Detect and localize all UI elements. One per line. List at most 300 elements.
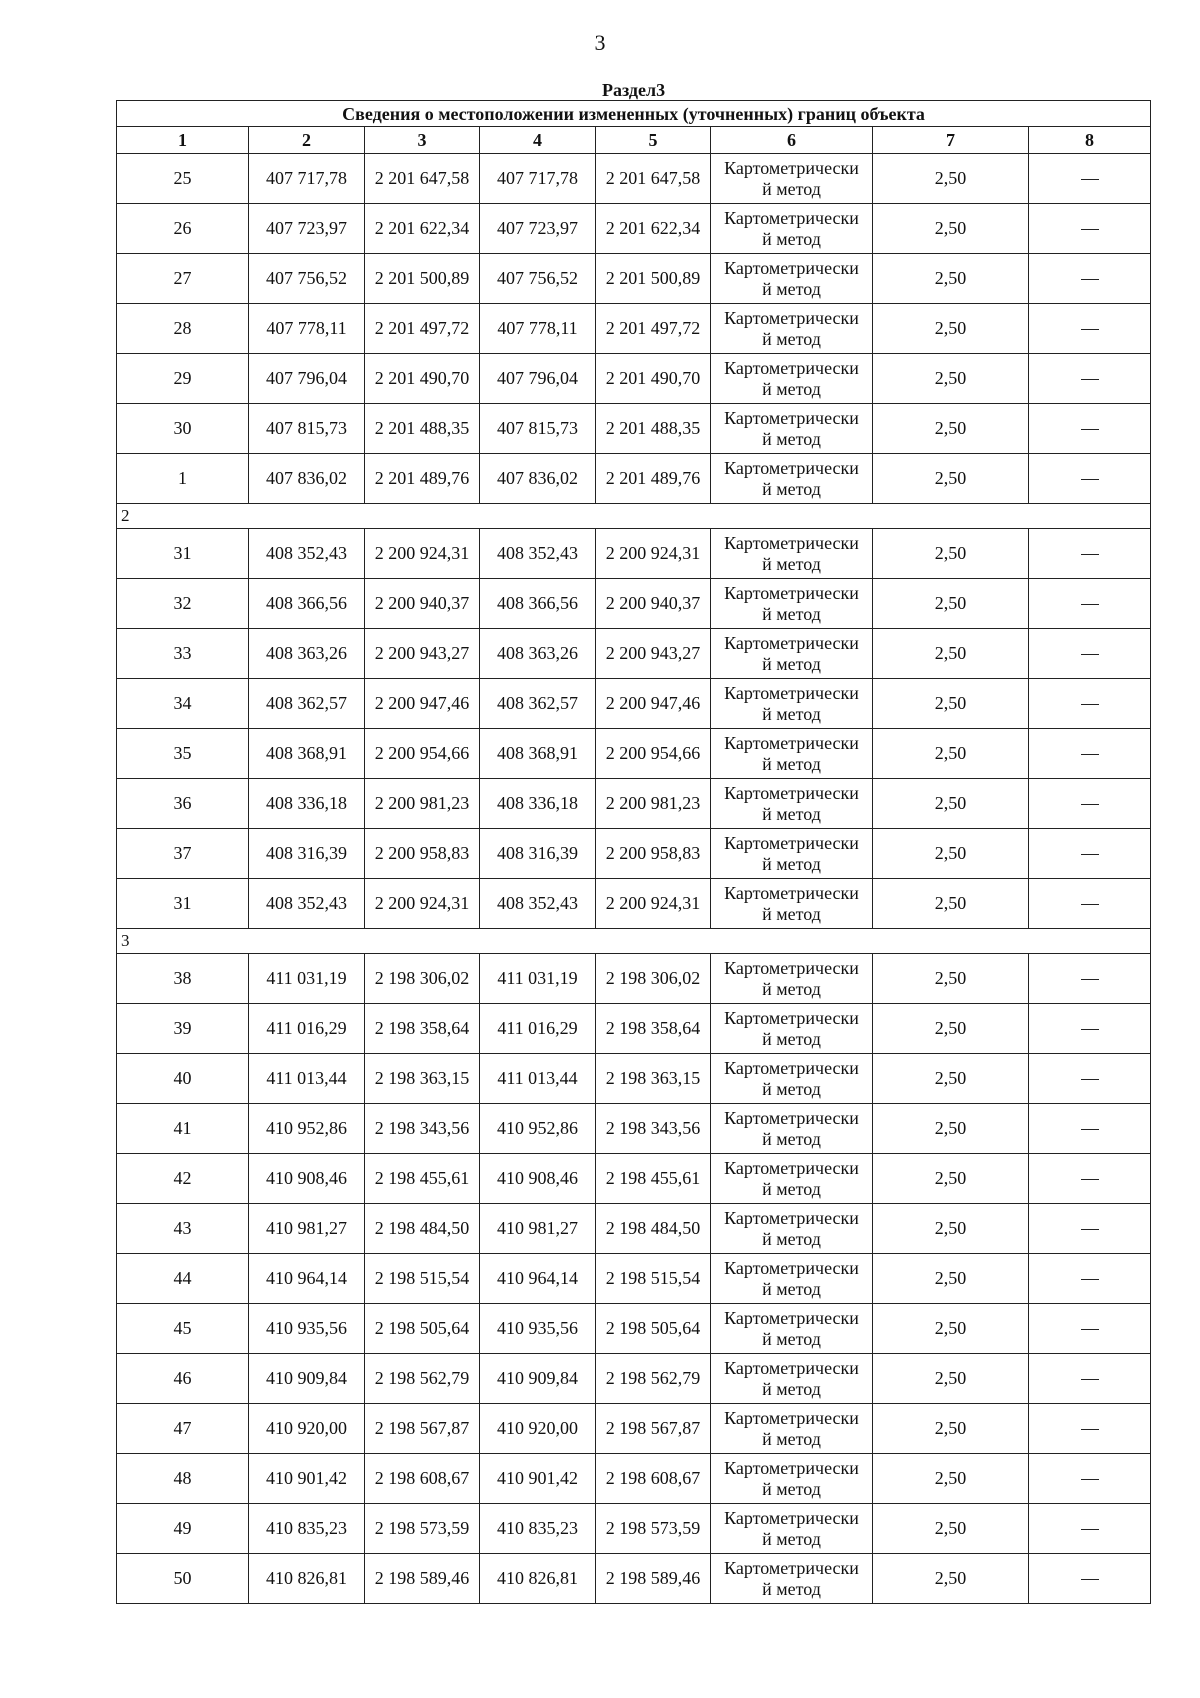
point-number-cell: 49: [117, 1504, 249, 1554]
method-line: й метод: [762, 1478, 821, 1499]
table-row: [117, 1254, 1151, 1304]
y-old-cell: 2 200 943,27: [365, 629, 480, 679]
note-cell: [1029, 779, 1151, 829]
accuracy-cell: 2,50: [873, 729, 1029, 779]
dash-mark: [1081, 1379, 1099, 1380]
method-cell: [711, 679, 873, 729]
table-row: [117, 204, 1151, 254]
method-line: й метод: [762, 753, 821, 774]
y-old-cell: 2 198 505,64: [365, 1304, 480, 1354]
point-number-cell: 40: [117, 1054, 249, 1104]
y-old-cell: 2 198 562,79: [365, 1354, 480, 1404]
method-cell: [711, 1054, 873, 1104]
point-number-cell: 37: [117, 829, 249, 879]
method-line: Картометрически: [724, 207, 859, 228]
point-number-cell: 25: [117, 154, 249, 204]
method-cell: [711, 954, 873, 1004]
note-cell: [1029, 1404, 1151, 1454]
accuracy-cell: 2,50: [873, 354, 1029, 404]
point-number-cell: 38: [117, 954, 249, 1004]
note-cell: [1029, 1504, 1151, 1554]
x-old-cell: 407 717,78: [249, 154, 365, 204]
table-row: [117, 454, 1151, 504]
note-cell: [1029, 679, 1151, 729]
table-row: [117, 779, 1151, 829]
method-line: й метод: [762, 803, 821, 824]
y-new-cell: 2 198 567,87: [596, 1404, 711, 1454]
y-new-cell: 2 200 947,46: [596, 679, 711, 729]
method-line: Картометрически: [724, 582, 859, 603]
note-cell: [1029, 254, 1151, 304]
dash-mark: [1081, 1479, 1099, 1480]
method-line: й метод: [762, 428, 821, 449]
table-row: [117, 1204, 1151, 1254]
x-new-cell: 410 935,56: [480, 1304, 596, 1354]
method-cell: [711, 304, 873, 354]
x-old-cell: 407 778,11: [249, 304, 365, 354]
y-old-cell: 2 201 489,76: [365, 454, 480, 504]
y-new-cell: 2 198 505,64: [596, 1304, 711, 1354]
x-old-cell: 407 836,02: [249, 454, 365, 504]
dash-mark: [1081, 654, 1099, 655]
x-new-cell: 411 016,29: [480, 1004, 596, 1054]
y-new-cell: 2 198 306,02: [596, 954, 711, 1004]
note-cell: [1029, 1004, 1151, 1054]
y-new-cell: 2 198 573,59: [596, 1504, 711, 1554]
dash-mark: [1081, 1279, 1099, 1280]
point-number-cell: 26: [117, 204, 249, 254]
table-row: [117, 954, 1151, 1004]
dash-mark: [1081, 554, 1099, 555]
dash-mark: [1081, 1179, 1099, 1180]
y-old-cell: 2 200 940,37: [365, 579, 480, 629]
y-old-cell: 2 198 589,46: [365, 1554, 480, 1604]
method-line: й метод: [762, 328, 821, 349]
method-cell: [711, 1504, 873, 1554]
y-old-cell: 2 201 622,34: [365, 204, 480, 254]
method-line: Картометрически: [724, 832, 859, 853]
y-old-cell: 2 201 488,35: [365, 404, 480, 454]
y-new-cell: 2 198 562,79: [596, 1354, 711, 1404]
y-new-cell: 2 200 954,66: [596, 729, 711, 779]
table-row: [117, 1554, 1151, 1604]
accuracy-cell: 2,50: [873, 1554, 1029, 1604]
column-header: 7: [873, 127, 1029, 154]
y-new-cell: 2 198 363,15: [596, 1054, 711, 1104]
note-cell: [1029, 304, 1151, 354]
table-row: [117, 254, 1151, 304]
x-new-cell: 407 756,52: [480, 254, 596, 304]
y-old-cell: 2 198 573,59: [365, 1504, 480, 1554]
y-new-cell: 2 198 515,54: [596, 1254, 711, 1304]
x-new-cell: 408 352,43: [480, 529, 596, 579]
note-cell: [1029, 629, 1151, 679]
y-old-cell: 2 200 954,66: [365, 729, 480, 779]
table-row: [117, 1054, 1151, 1104]
dash-mark: [1081, 854, 1099, 855]
method-cell: [711, 1304, 873, 1354]
x-old-cell: 410 964,14: [249, 1254, 365, 1304]
method-line: Картометрически: [724, 1357, 859, 1378]
contour-group-row: [117, 929, 1151, 954]
accuracy-cell: 2,50: [873, 579, 1029, 629]
y-old-cell: 2 200 924,31: [365, 529, 480, 579]
note-cell: [1029, 354, 1151, 404]
contour-group-row: [117, 504, 1151, 529]
column-header: 3: [365, 127, 480, 154]
accuracy-cell: 2,50: [873, 1504, 1029, 1554]
x-new-cell: 410 826,81: [480, 1554, 596, 1604]
y-old-cell: 2 198 608,67: [365, 1454, 480, 1504]
point-number-cell: 48: [117, 1454, 249, 1504]
method-cell: [711, 879, 873, 929]
x-new-cell: 411 013,44: [480, 1054, 596, 1104]
dash-mark: [1081, 1579, 1099, 1580]
table-row: [117, 1404, 1151, 1454]
accuracy-cell: 2,50: [873, 1304, 1029, 1354]
method-line: й метод: [762, 1178, 821, 1199]
table-row: [117, 529, 1151, 579]
method-cell: [711, 454, 873, 504]
x-old-cell: 410 920,00: [249, 1404, 365, 1454]
accuracy-cell: 2,50: [873, 1054, 1029, 1104]
method-cell: [711, 1254, 873, 1304]
y-old-cell: 2 200 947,46: [365, 679, 480, 729]
y-old-cell: 2 198 567,87: [365, 1404, 480, 1454]
y-new-cell: 2 200 924,31: [596, 529, 711, 579]
x-new-cell: 410 835,23: [480, 1504, 596, 1554]
x-new-cell: 408 352,43: [480, 879, 596, 929]
point-number-cell: 30: [117, 404, 249, 454]
note-cell: [1029, 579, 1151, 629]
method-cell: [711, 1104, 873, 1154]
method-line: й метод: [762, 378, 821, 399]
x-old-cell: 408 363,26: [249, 629, 365, 679]
y-new-cell: 2 201 488,35: [596, 404, 711, 454]
dash-mark: [1081, 329, 1099, 330]
x-new-cell: 408 368,91: [480, 729, 596, 779]
method-line: Картометрически: [724, 1157, 859, 1178]
point-number-cell: 29: [117, 354, 249, 404]
method-line: й метод: [762, 178, 821, 199]
method-line: Картометрически: [724, 1407, 859, 1428]
note-cell: [1029, 454, 1151, 504]
table-caption: Сведения о местоположении измененных (уточненных) границ объекта: [117, 101, 1151, 127]
note-cell: [1029, 1204, 1151, 1254]
column-header: 1: [117, 127, 249, 154]
method-cell: [711, 1354, 873, 1404]
x-new-cell: 410 908,46: [480, 1154, 596, 1204]
method-line: й метод: [762, 1528, 821, 1549]
y-new-cell: 2 198 589,46: [596, 1554, 711, 1604]
method-line: Картометрически: [724, 407, 859, 428]
accuracy-cell: 2,50: [873, 1454, 1029, 1504]
method-cell: [711, 629, 873, 679]
dash-mark: [1081, 1429, 1099, 1430]
table-row: [117, 729, 1151, 779]
accuracy-cell: 2,50: [873, 254, 1029, 304]
method-cell: [711, 729, 873, 779]
point-number-cell: 34: [117, 679, 249, 729]
y-old-cell: 2 201 647,58: [365, 154, 480, 204]
method-cell: [711, 829, 873, 879]
y-new-cell: 2 200 943,27: [596, 629, 711, 679]
method-cell: [711, 1204, 873, 1254]
y-new-cell: 2 201 500,89: [596, 254, 711, 304]
method-line: Картометрически: [724, 1307, 859, 1328]
dash-mark: [1081, 429, 1099, 430]
method-line: й метод: [762, 1378, 821, 1399]
accuracy-cell: 2,50: [873, 304, 1029, 354]
method-line: Картометрически: [724, 1457, 859, 1478]
y-new-cell: 2 198 343,56: [596, 1104, 711, 1154]
x-old-cell: 407 815,73: [249, 404, 365, 454]
table-row: [117, 1454, 1151, 1504]
method-line: й метод: [762, 1428, 821, 1449]
method-line: й метод: [762, 478, 821, 499]
x-new-cell: 407 717,78: [480, 154, 596, 204]
point-number-cell: 31: [117, 529, 249, 579]
note-cell: [1029, 1154, 1151, 1204]
dash-mark: [1081, 604, 1099, 605]
dash-mark: [1081, 479, 1099, 480]
y-old-cell: 2 198 484,50: [365, 1204, 480, 1254]
x-old-cell: 408 368,91: [249, 729, 365, 779]
x-old-cell: 407 723,97: [249, 204, 365, 254]
method-cell: [711, 1554, 873, 1604]
accuracy-cell: 2,50: [873, 1354, 1029, 1404]
accuracy-cell: 2,50: [873, 1104, 1029, 1154]
table-row: [117, 579, 1151, 629]
method-line: й метод: [762, 1278, 821, 1299]
dash-mark: [1081, 1079, 1099, 1080]
x-old-cell: 410 826,81: [249, 1554, 365, 1604]
x-new-cell: 407 723,97: [480, 204, 596, 254]
method-cell: [711, 354, 873, 404]
x-new-cell: 407 778,11: [480, 304, 596, 354]
method-line: Картометрически: [724, 532, 859, 553]
method-line: й метод: [762, 1328, 821, 1349]
accuracy-cell: 2,50: [873, 1004, 1029, 1054]
y-new-cell: 2 201 490,70: [596, 354, 711, 404]
table-row: [117, 1104, 1151, 1154]
table-caption-row: [117, 101, 1151, 127]
method-line: й метод: [762, 1228, 821, 1249]
x-old-cell: 408 366,56: [249, 579, 365, 629]
y-new-cell: 2 201 622,34: [596, 204, 711, 254]
accuracy-cell: 2,50: [873, 529, 1029, 579]
point-number-cell: 27: [117, 254, 249, 304]
column-header: 5: [596, 127, 711, 154]
method-line: й метод: [762, 703, 821, 724]
method-cell: [711, 1404, 873, 1454]
dash-mark: [1081, 1229, 1099, 1230]
method-line: Картометрически: [724, 682, 859, 703]
table-row: [117, 1004, 1151, 1054]
column-header: 4: [480, 127, 596, 154]
method-line: Картометрически: [724, 157, 859, 178]
x-old-cell: 410 952,86: [249, 1104, 365, 1154]
column-header: 8: [1029, 127, 1151, 154]
accuracy-cell: 2,50: [873, 1404, 1029, 1454]
x-old-cell: 407 796,04: [249, 354, 365, 404]
method-line: й метод: [762, 853, 821, 874]
note-cell: [1029, 1354, 1151, 1404]
method-cell: [711, 404, 873, 454]
dash-mark: [1081, 1529, 1099, 1530]
y-old-cell: 2 198 363,15: [365, 1054, 480, 1104]
accuracy-cell: 2,50: [873, 879, 1029, 929]
method-cell: [711, 1154, 873, 1204]
method-line: Картометрически: [724, 882, 859, 903]
table-row: [117, 1504, 1151, 1554]
y-new-cell: 2 198 608,67: [596, 1454, 711, 1504]
x-old-cell: 410 908,46: [249, 1154, 365, 1204]
method-line: й метод: [762, 978, 821, 999]
dash-mark: [1081, 379, 1099, 380]
x-old-cell: 411 013,44: [249, 1054, 365, 1104]
y-old-cell: 2 198 455,61: [365, 1154, 480, 1204]
dash-mark: [1081, 1329, 1099, 1330]
table-row: [117, 1304, 1151, 1354]
dash-mark: [1081, 229, 1099, 230]
method-line: й метод: [762, 603, 821, 624]
y-old-cell: 2 198 515,54: [365, 1254, 480, 1304]
accuracy-cell: 2,50: [873, 154, 1029, 204]
accuracy-cell: 2,50: [873, 679, 1029, 729]
x-new-cell: 408 363,26: [480, 629, 596, 679]
x-new-cell: 410 981,27: [480, 1204, 596, 1254]
section-title-row: [117, 80, 1151, 101]
point-number-cell: 46: [117, 1354, 249, 1404]
dash-mark: [1081, 979, 1099, 980]
y-new-cell: 2 198 455,61: [596, 1154, 711, 1204]
method-line: Картометрически: [724, 1507, 859, 1528]
x-new-cell: 410 901,42: [480, 1454, 596, 1504]
y-old-cell: 2 200 981,23: [365, 779, 480, 829]
accuracy-cell: 2,50: [873, 954, 1029, 1004]
x-new-cell: 407 815,73: [480, 404, 596, 454]
point-number-cell: 32: [117, 579, 249, 629]
contour-number: 3: [117, 929, 1151, 954]
point-number-cell: 47: [117, 1404, 249, 1454]
accuracy-cell: 2,50: [873, 404, 1029, 454]
y-new-cell: 2 200 981,23: [596, 779, 711, 829]
x-new-cell: 408 336,18: [480, 779, 596, 829]
method-line: й метод: [762, 1128, 821, 1149]
note-cell: [1029, 829, 1151, 879]
point-number-cell: 42: [117, 1154, 249, 1204]
column-header: 6: [711, 127, 873, 154]
point-number-cell: 31: [117, 879, 249, 929]
method-line: й метод: [762, 1078, 821, 1099]
y-old-cell: 2 201 490,70: [365, 354, 480, 404]
x-old-cell: 411 031,19: [249, 954, 365, 1004]
method-cell: [711, 529, 873, 579]
method-line: й метод: [762, 1028, 821, 1049]
x-old-cell: 410 935,56: [249, 1304, 365, 1354]
x-new-cell: 408 366,56: [480, 579, 596, 629]
note-cell: [1029, 1254, 1151, 1304]
method-line: й метод: [762, 278, 821, 299]
method-line: й метод: [762, 653, 821, 674]
y-new-cell: 2 201 497,72: [596, 304, 711, 354]
y-old-cell: 2 201 500,89: [365, 254, 480, 304]
y-new-cell: 2 201 489,76: [596, 454, 711, 504]
y-old-cell: 2 198 358,64: [365, 1004, 480, 1054]
x-old-cell: 408 316,39: [249, 829, 365, 879]
y-new-cell: 2 198 484,50: [596, 1204, 711, 1254]
dash-mark: [1081, 1129, 1099, 1130]
method-line: Картометрически: [724, 1557, 859, 1578]
accuracy-cell: 2,50: [873, 204, 1029, 254]
note-cell: [1029, 879, 1151, 929]
x-old-cell: 410 901,42: [249, 1454, 365, 1504]
table-row: [117, 404, 1151, 454]
dash-mark: [1081, 704, 1099, 705]
table-row: [117, 1154, 1151, 1204]
note-cell: [1029, 154, 1151, 204]
method-line: Картометрически: [724, 1207, 859, 1228]
dash-mark: [1081, 754, 1099, 755]
method-line: й метод: [762, 553, 821, 574]
y-new-cell: 2 200 924,31: [596, 879, 711, 929]
point-number-cell: 41: [117, 1104, 249, 1154]
dash-mark: [1081, 279, 1099, 280]
table-row: [117, 629, 1151, 679]
accuracy-cell: 2,50: [873, 454, 1029, 504]
x-new-cell: 410 964,14: [480, 1254, 596, 1304]
x-old-cell: 410 835,23: [249, 1504, 365, 1554]
method-line: Картометрически: [724, 1257, 859, 1278]
x-new-cell: 410 920,00: [480, 1404, 596, 1454]
x-old-cell: 410 981,27: [249, 1204, 365, 1254]
note-cell: [1029, 1304, 1151, 1354]
x-old-cell: 410 909,84: [249, 1354, 365, 1404]
method-cell: [711, 254, 873, 304]
table-row: [117, 879, 1151, 929]
point-number-cell: 33: [117, 629, 249, 679]
dash-mark: [1081, 179, 1099, 180]
accuracy-cell: 2,50: [873, 779, 1029, 829]
point-number-cell: 45: [117, 1304, 249, 1354]
y-old-cell: 2 200 958,83: [365, 829, 480, 879]
note-cell: [1029, 529, 1151, 579]
point-number-cell: 44: [117, 1254, 249, 1304]
method-line: Картометрически: [724, 957, 859, 978]
x-old-cell: 408 362,57: [249, 679, 365, 729]
method-cell: [711, 204, 873, 254]
table-body: [117, 80, 1151, 1604]
accuracy-cell: 2,50: [873, 1254, 1029, 1304]
note-cell: [1029, 1054, 1151, 1104]
method-cell: [711, 779, 873, 829]
method-line: Картометрически: [724, 1007, 859, 1028]
point-number-cell: 50: [117, 1554, 249, 1604]
table-row: [117, 354, 1151, 404]
dash-mark: [1081, 1029, 1099, 1030]
x-new-cell: 410 909,84: [480, 1354, 596, 1404]
accuracy-cell: 2,50: [873, 1204, 1029, 1254]
boundary-coordinates-table: [116, 80, 1151, 1604]
accuracy-cell: 2,50: [873, 629, 1029, 679]
y-old-cell: 2 200 924,31: [365, 879, 480, 929]
x-old-cell: 407 756,52: [249, 254, 365, 304]
method-line: Картометрически: [724, 257, 859, 278]
x-old-cell: 408 352,43: [249, 879, 365, 929]
point-number-cell: 1: [117, 454, 249, 504]
dash-mark: [1081, 804, 1099, 805]
